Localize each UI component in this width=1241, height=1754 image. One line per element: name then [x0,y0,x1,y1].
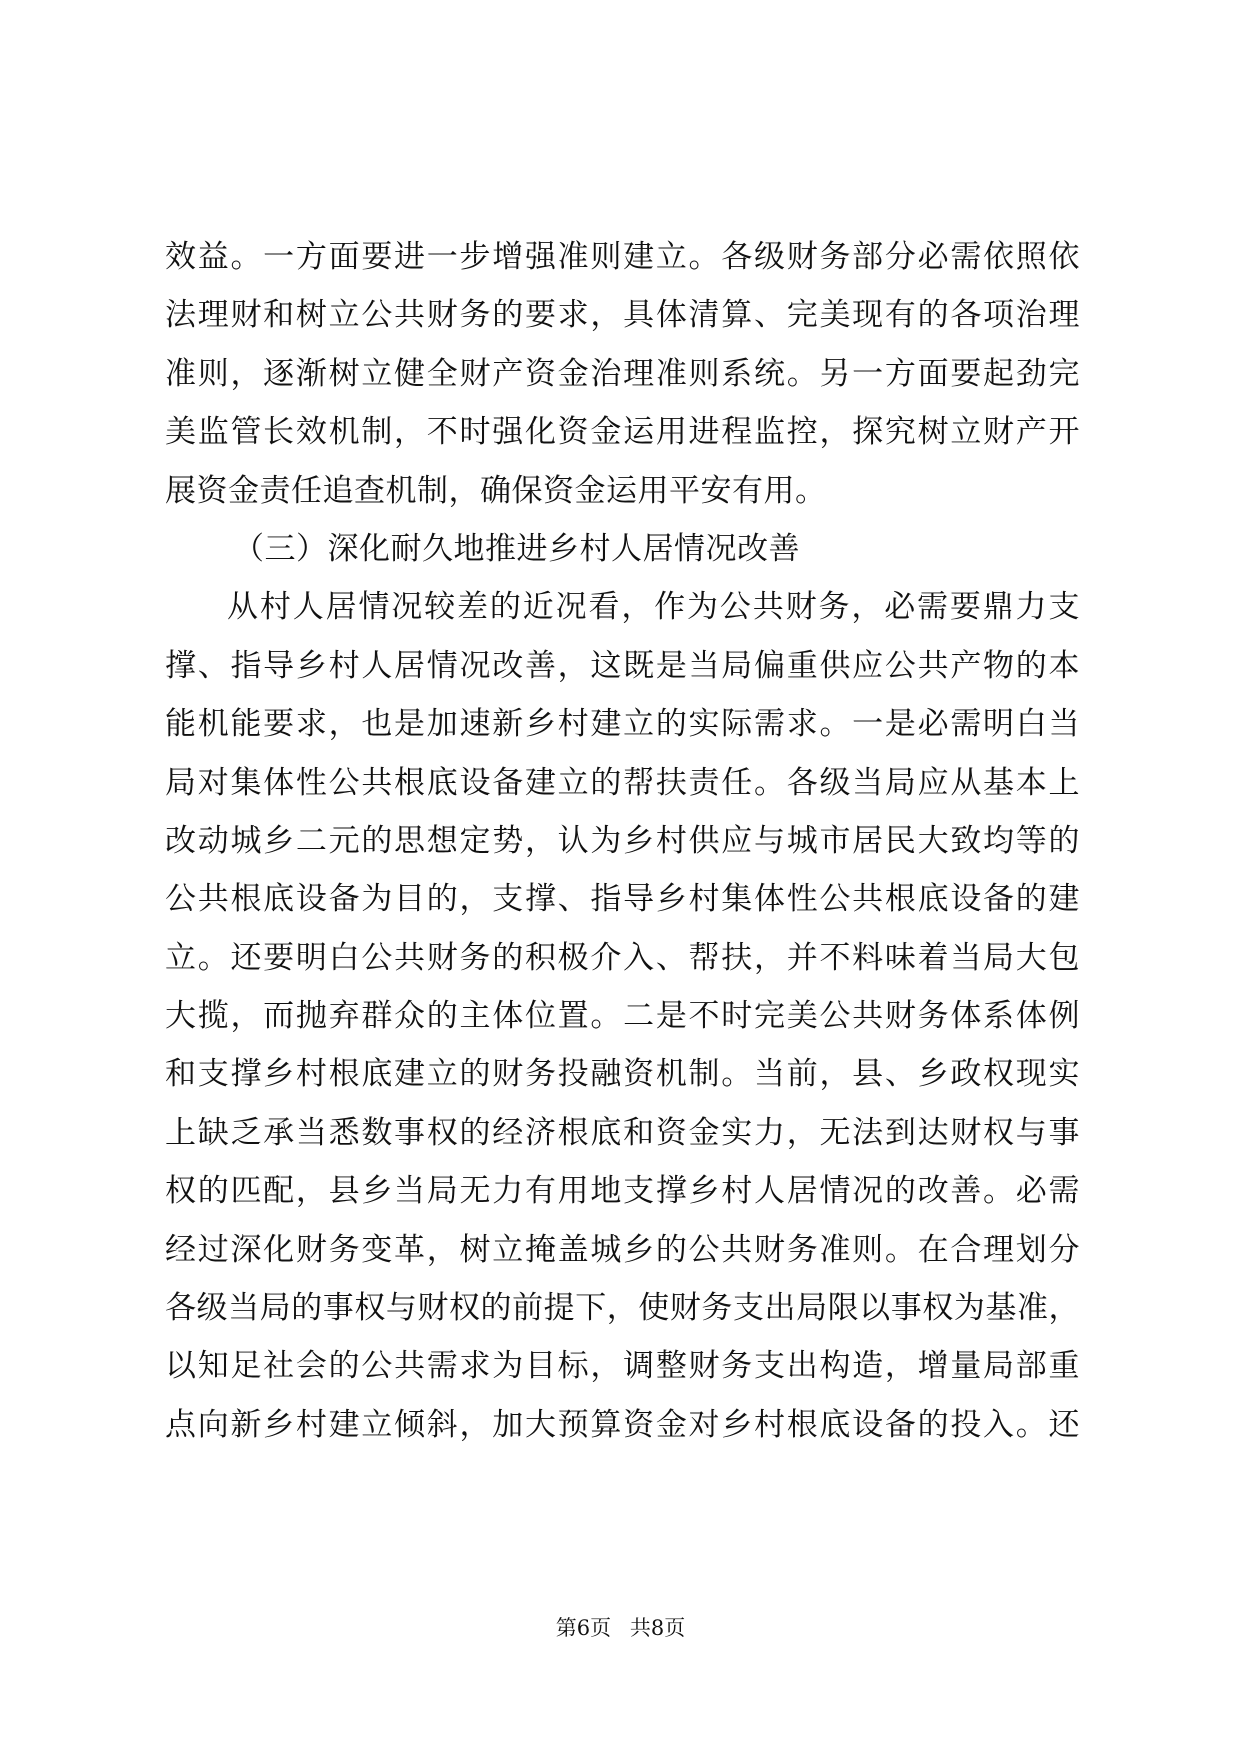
page-footer [0,1612,1241,1642]
paragraph-line: 能机能要求，也是加速新乡村建立的实际需求。一是必需明白当 [165,706,1080,743]
paragraph-line: 点向新乡村建立倾斜，加大预算资金对乡村根底设备的投入。还 [165,1406,1080,1443]
paragraph-line: 法理财和树立公共财务的要求，具体清算、完美现有的各项治理 [165,297,1080,334]
paragraph-line: 和支撑乡村根底建立的财务投融资机制。当前，县、乡政权现实 [165,1056,1080,1093]
section-heading: （三）深化耐久地推进乡村人居情况改善 [233,530,800,567]
paragraph-line: 美监管长效机制，不时强化资金运用进程监控，探究树立财产开 [165,414,1080,451]
paragraph-line: 公共根底设备为目的，支撑、指导乡村集体性公共根底设备的建 [165,881,1080,918]
paragraph-line: 权的匹配，县乡当局无力有用地支撑乡村人居情况的改善。必需 [165,1173,1080,1210]
paragraph-line: 准则，逐渐树立健全财产资金治理准则系统。另一方面要起劲完 [165,355,1080,392]
page-number-current: 第6页 [555,1616,612,1640]
paragraph-line: 经过深化财务变革，树立掩盖城乡的公共财务准则。在合理划分 [165,1231,1080,1268]
paragraph-line: 立。还要明白公共财务的积极介入、帮扶，并不料味着当局大包 [165,939,1080,976]
paragraph-line: 大揽，而抛弃群众的主体位置。二是不时完美公共财务体系体例 [165,998,1080,1035]
paragraph-line: 以知足社会的公共需求为目标，调整财务支出构造，增量局部重 [165,1348,1080,1385]
paragraph-line: 效益。一方面要进一步增强准则建立。各级财务部分必需依照依 [165,239,1080,275]
paragraph-line: 局对集体性公共根底设备建立的帮扶责任。各级当局应从基本上 [165,764,1080,801]
paragraph-line: 改动城乡二元的思想定势，认为乡村供应与城市居民大致均等的 [165,822,1080,859]
paragraph-line: 上缺乏承当悉数事权的经济根底和资金实力，无法到达财权与事 [165,1114,1080,1151]
paragraph-line: 从村人居情况较差的近况看，作为公共财务，必需要鼎力支 [227,589,1080,626]
body-text [165,228,1080,1454]
paragraph-line: 撑、指导乡村人居情况改善，这既是当局偏重供应公共产物的本 [165,647,1080,684]
paragraph-line: 各级当局的事权与财权的前提下，使财务支出局限以事权为基准， [165,1290,1080,1327]
paragraph-line: 展资金责任追查机制，确保资金运用平安有用。 [165,472,827,509]
page-number-total: 共8页 [629,1616,686,1640]
